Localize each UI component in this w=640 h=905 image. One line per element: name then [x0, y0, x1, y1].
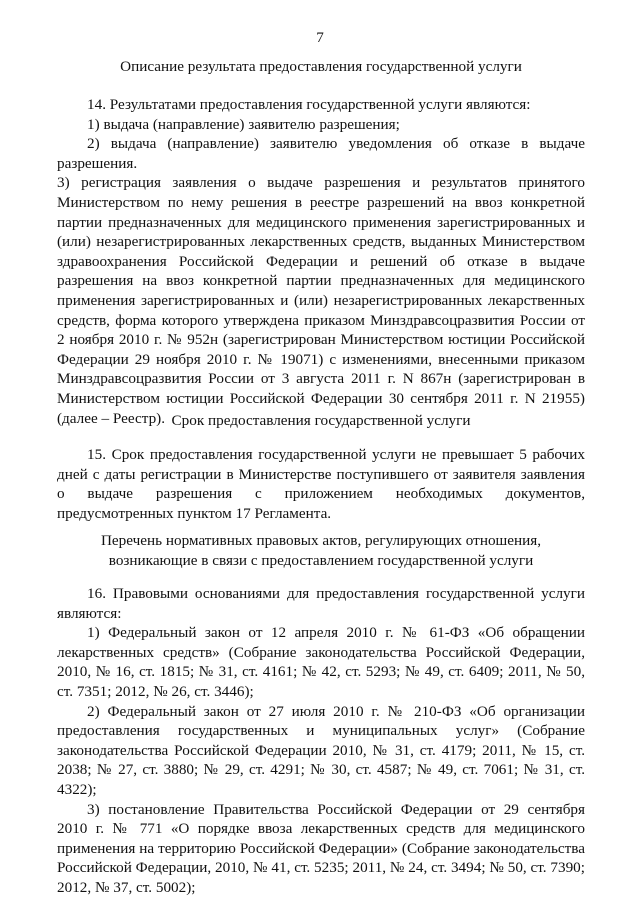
section-heading-line-1: Перечень нормативных правовых актов, регулирующих отношения,	[100, 532, 542, 549]
section-heading-acts	[57, 531, 585, 570]
section-heading-result	[57, 57, 585, 77]
paragraph-intro: 16. Правовыми основаниями для предоставления государственной услуги являются:	[57, 585, 585, 622]
list-item-2: 2) Федеральный закон от 27 июля 2010 г. № 210-ФЗ «Об организации предоставления государственных и муниципальных услуг» (Собрание законодательства Российской Федерации 2010, № 31, ст. 4179; 2011, № 15, ст. 2038; № 27, ст. 3880; № 29, ст. 4291; № 30, ст. 4587; № 49, ст. 7061; № 31, ст. 4322);	[57, 702, 585, 798]
section-heading-line-2: возникающие в связи с предоставлением государственной услуги	[108, 551, 534, 569]
section-heading-term	[57, 411, 585, 431]
list-item-2: 2) выдача (направление) заявителю уведомления об отказе в выдаче разрешения.	[57, 135, 585, 172]
list-item-3: 3) постановление Правительства Российской Федерации от 29 сентября 2010 г. № 771 «О порядке ввоза лекарственных средств для медицинского применения на территорию Российской Федерации» (Собрание законодательства Российской Федерации, 2010, № 41, ст. 5235; 2011, № 24, ст. 3494; № 50, ст. 7390; 2012, № 37, ст. 5002);	[57, 800, 585, 896]
paragraph-14	[57, 95, 585, 428]
paragraph-intro: 14. Результатами предоставления государственной услуги являются:	[87, 96, 531, 113]
list-item-3: 3) регистрация заявления о выдаче разрешения и результатов принятого Министерством по нему решения в реестре разрешений на ввоз конкретной партии предназначенных для медицинского применения зарегистрированных и (или) незарегистрированных лекарственных средств, выданных Министерством здравоохранения Российской Федерации и решений об отказе в выдаче разрешения на ввоз конкретной партии предназначенных для медицинского применения зарегистрированных и (или) незарегистрированных лекарственных средств, форма которого утверждена приказом Минздравсоцразвития России от 2 ноября 2010 г. № 952н (зарегистрирован Министерством юстиции Российской Федерации 29 ноября 2010 г. № 19071) с изменениями, внесенными приказом Минздравсоцразвития России от 3 августа 2011 г. N 867н (зарегистрирован в Министерством юстиции Российской Федерации 30 сентября 2011 г. N 21955) (далее – Реестр).	[57, 174, 585, 427]
section-heading: Срок предоставления государственной услуги	[171, 412, 471, 429]
paragraph-16	[57, 584, 585, 898]
paragraph-body: 15. Срок предоставления государственной услуги не превышает 5 рабочих дней с даты регистрации в Министерстве поступившего от заявителя заявления о выдаче разрешения с приложением необходимых документов, предусмотренных пунктом 17 Регламента.	[57, 446, 585, 522]
list-item-1: 1) Федеральный закон от 12 апреля 2010 г. № 61-ФЗ «Об обращении лекарственных средств» (Собрание законодательства Российской Федерации, 2010, № 16, ст. 1815; № 31, ст. 4161; № 42, ст. 5293; № 49, ст. 6409; 2011, № 50, ст. 7351; 2012, № 26, ст. 3446);	[57, 624, 585, 700]
section-heading: Описание результата предоставления государственной услуги	[120, 58, 522, 75]
paragraph-15	[57, 445, 585, 523]
list-item-1: 1) выдача (направление) заявителю разрешения;	[87, 115, 400, 133]
page-number: 7	[316, 29, 324, 46]
